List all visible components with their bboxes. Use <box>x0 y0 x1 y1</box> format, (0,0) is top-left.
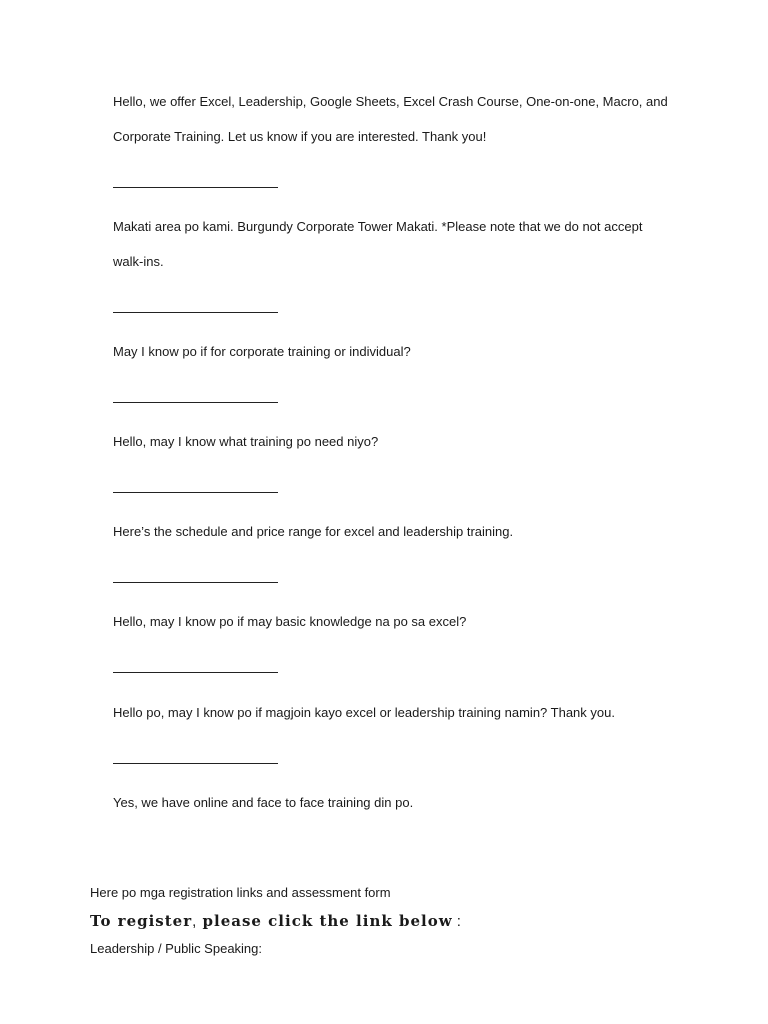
message-offer: Hello, we offer Excel, Leadership, Google Sheets, Excel Crash Course, One-on-one, Macro, and Corporate Training. Let us know if you are interested. Thank you! <box>113 94 668 144</box>
register-heading <box>90 910 461 933</box>
leadership-public-speaking-label: Leadership / Public Speaking: <box>90 941 263 956</box>
message-corporate-or-individual: May I know po if for corporate training or individual? <box>113 344 411 359</box>
register-heading-part-a: To register <box>90 912 193 930</box>
separator-line <box>113 672 278 673</box>
message-online-f2f: Yes, we have online and face to face training din po. <box>113 795 414 810</box>
separator-line <box>113 402 278 403</box>
registration-note: Here po mga registration links and assessment form <box>90 885 391 900</box>
register-heading-part-b: please click the link below <box>196 912 453 930</box>
separator-line <box>113 312 278 313</box>
message-schedule-price: Here’s the schedule and price range for excel and leadership training. <box>113 524 514 539</box>
separator-line <box>113 763 278 764</box>
separator-line <box>113 492 278 493</box>
separator-line <box>113 582 278 583</box>
message-training-need: Hello, may I know what training po need niyo? <box>113 434 379 449</box>
separator-line <box>113 187 278 188</box>
register-heading-colon: : <box>452 913 461 930</box>
message-basic-knowledge: Hello, may I know po if may basic knowledge na po sa excel? <box>113 614 467 629</box>
message-location: Makati area po kami. Burgundy Corporate Tower Makati. *Please note that we do not accept walk-ins. <box>113 219 643 269</box>
message-join-training: Hello po, may I know po if magjoin kayo excel or leadership training namin? Thank you. <box>113 705 615 720</box>
register-heading-comma: , <box>192 913 197 930</box>
